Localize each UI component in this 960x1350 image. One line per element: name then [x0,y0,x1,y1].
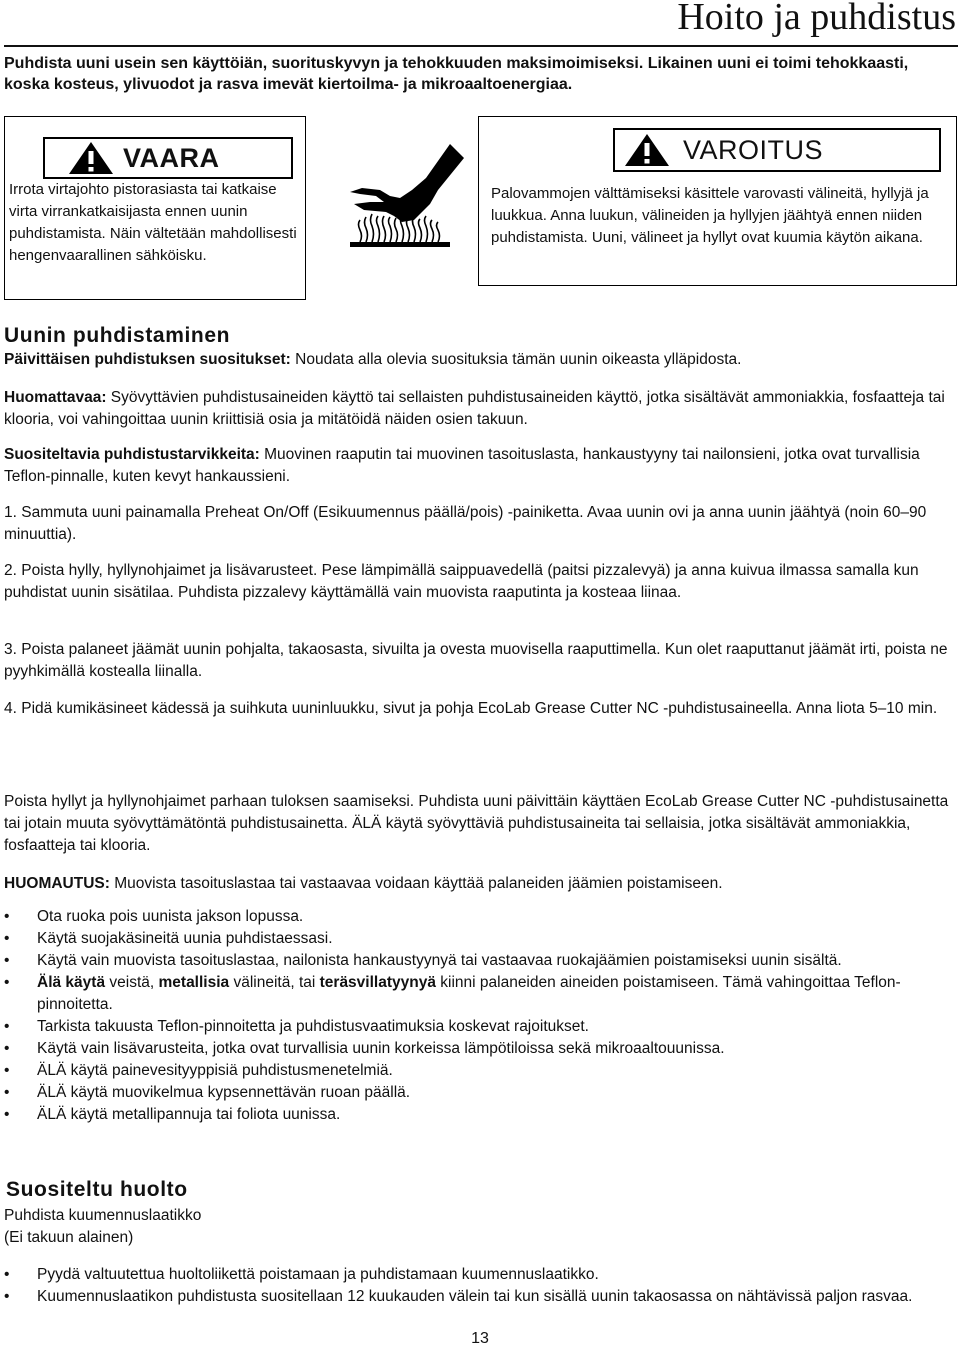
warning-triangle-icon [623,132,671,168]
daily-lead: Päivittäisen puhdistuksen suositukset: [4,351,291,368]
list-item: • Ota ruoka pois uunista jakson lopussa. [4,906,944,928]
service-heading: Suositeltu huolto [6,1178,188,1201]
step-3: 3. Poista palaneet jäämät uunin pohjalta, takaosasta, sivuilta ja ovesta muovisella raaputtimella. Kun olet raaputtanut jäämät irti, poista ne pyyhkimällä kostealla liinalla. [4,641,948,680]
list-item: • ÄLÄ käytä muovikelmua kypsennettävän ruoan päällä. [4,1082,944,1104]
note-text: Syövyttävien puhdistusaineiden käyttö tai sellaisten puhdistusaineiden käyttö, jotka sisältävät ammoniakkia, fosfaatteja tai klooria, voi vahingoittaa uunin kriittisiä osia ja mitätöidä näiden osien takuun. [4,389,945,428]
title-rule [4,45,958,47]
page-number: 13 [471,1330,489,1347]
cleaning-bullet-list [4,906,944,1126]
note-lead: Huomattavaa: [4,389,107,406]
list-item: • ÄLÄ käytä painevesityyppisiä puhdistusmenetelmiä. [4,1060,944,1082]
danger-box [4,116,306,300]
danger-label: VAARA [123,142,220,173]
warning-triangle-icon [67,140,115,176]
notice-text: Muovista tasoituslastaa tai vastaavaa voidaan käyttää palaneiden jäämien poistamiseen. [109,875,723,892]
list-item: • Pyydä valtuutettua huoltoliikettä poistamaan ja puhdistamaan kuumennuslaatikko. [4,1264,944,1286]
list-item: • Älä käytä veistä, metallisia välineitä, tai teräsvillatyynyä kiinni palaneiden aineiden poistamiseen. Tämä vahingoittaa Teflon-pinnoitetta. [4,972,944,1016]
danger-signal-word [43,137,293,179]
best-results-text: Poista hyllyt ja hyllynohjaimet parhaan tuloksen saamiseksi. Puhdista uuni päivittäin käyttäen EcoLab Grease Cutter NC -puhdistusainetta tai jotain muuta syövyttämätöntä puhdistusainetta. ÄLÄ käytä syövyttäviä puhdistusaineita tai sellaisia, jotka sisältävät ammoniakkia, fosfaatteja tai klooria. [4,793,949,854]
supplies-note [4,444,956,488]
list-item: • Käytä vain muovista tasoituslastaa, nailonista hankaustyynyä tai vastaavaa ruokajäämien poistamiseksi uunin sisältä. [4,950,944,972]
warning-box [478,116,957,286]
supplies-text: Muovinen raaputin tai muovinen tasoituslasta, hankaustyyny tai nailonsieni, jotka ovat turvallisia Teflon-pinnalle, kuten kevyt hankaussieni. [4,446,920,485]
notice [4,873,956,895]
notice-lead: HUOMAUTUS: [4,875,110,892]
list-item: • Käytä vain lisävarusteita, jotka ovat turvallisia uunin korkeissa lämpötiloissa sekä mikroaaltouunissa. [4,1038,944,1060]
cleaning-heading: Uunin puhdistaminen [4,324,231,347]
warning-signal-word [613,128,941,172]
service-line-1: Puhdista kuumennuslaatikko [4,1207,202,1224]
list-item: • Tarkista takuusta Teflon-pinnoitetta ja puhdistusvaatimuksia koskevat rajoitukset. [4,1016,944,1038]
service-bullet-list [4,1264,944,1308]
page-title: Hoito ja puhdistus [677,0,956,38]
danger-text: Irrota virtajohto pistorasiasta tai katkaise virta virrankatkaisijasta ennen uunin puhdistamista. Näin vältetään mahdollisesti hengenvaarallinen sähköisku. [9,181,297,264]
warning-text: Palovammojen välttämiseksi käsittele varovasti välineitä, hyllyjä ja luukkua. Anna luukun, välineiden ja hyllyjen jäähtyä ennen niiden puhdistamista. Uuni, välineet ja hyllyt ovat kuumia käytön aikana. [491,185,929,246]
intro-text: Puhdista uuni usein sen käyttöiän, suorituskyvyn ja tehokkuuden maksimoimiseksi. Likainen uuni ei toimi tehokkaasti, koska kosteus, ylivuodot ja rasva imevät kiertoilma- ja mikroaaltoenergiaa. [4,55,909,93]
supplies-lead: Suositeltavia puhdistustarvikkeita: [4,446,260,463]
daily-text: Noudata alla olevia suosituksia tämän uunin oikeasta ylläpidosta. [290,351,742,368]
daily-recommendations [4,349,956,371]
hot-surface-hand-icon [346,138,470,260]
step-4: 4. Pidä kumikäsineet kädessä ja suihkuta uuninluukku, sivut ja pohja EcoLab Grease Cutter NC -puhdistusaineella. Anna liota 5–10 min. [4,700,938,717]
step-2: 2. Poista hylly, hyllynohjaimet ja lisävarusteet. Pese lämpimällä saippuavedellä (paitsi pizzalevyä) ja anna kuivua ilmassa samalla kun puhdistat uunin sisätilaa. Puhdista pizzalevy käyttämällä vain muovista raaputinta ja kosteaa liinaa. [4,562,919,601]
warning-label: VAROITUS [683,134,824,165]
list-item: • Käytä suojakäsineitä uunia puhdistaessasi. [4,928,944,950]
list-item: • ÄLÄ käytä metallipannuja tai foliota uunissa. [4,1104,944,1126]
step-1: 1. Sammuta uuni painamalla Preheat On/Off (Esikuumennus päällä/pois) -painiketta. Avaa uunin ovi ja anna uunin jäähtyä (noin 60–90 minuuttia). [4,504,927,543]
service-line-2: (Ei takuun alainen) [4,1229,134,1246]
caution-note [4,387,956,431]
list-item: • Kuumennuslaatikon puhdistusta suositellaan 12 kuukauden välein tai kun sisällä uunin takaosassa on nähtävissä paljon rasvaa. [4,1286,944,1308]
